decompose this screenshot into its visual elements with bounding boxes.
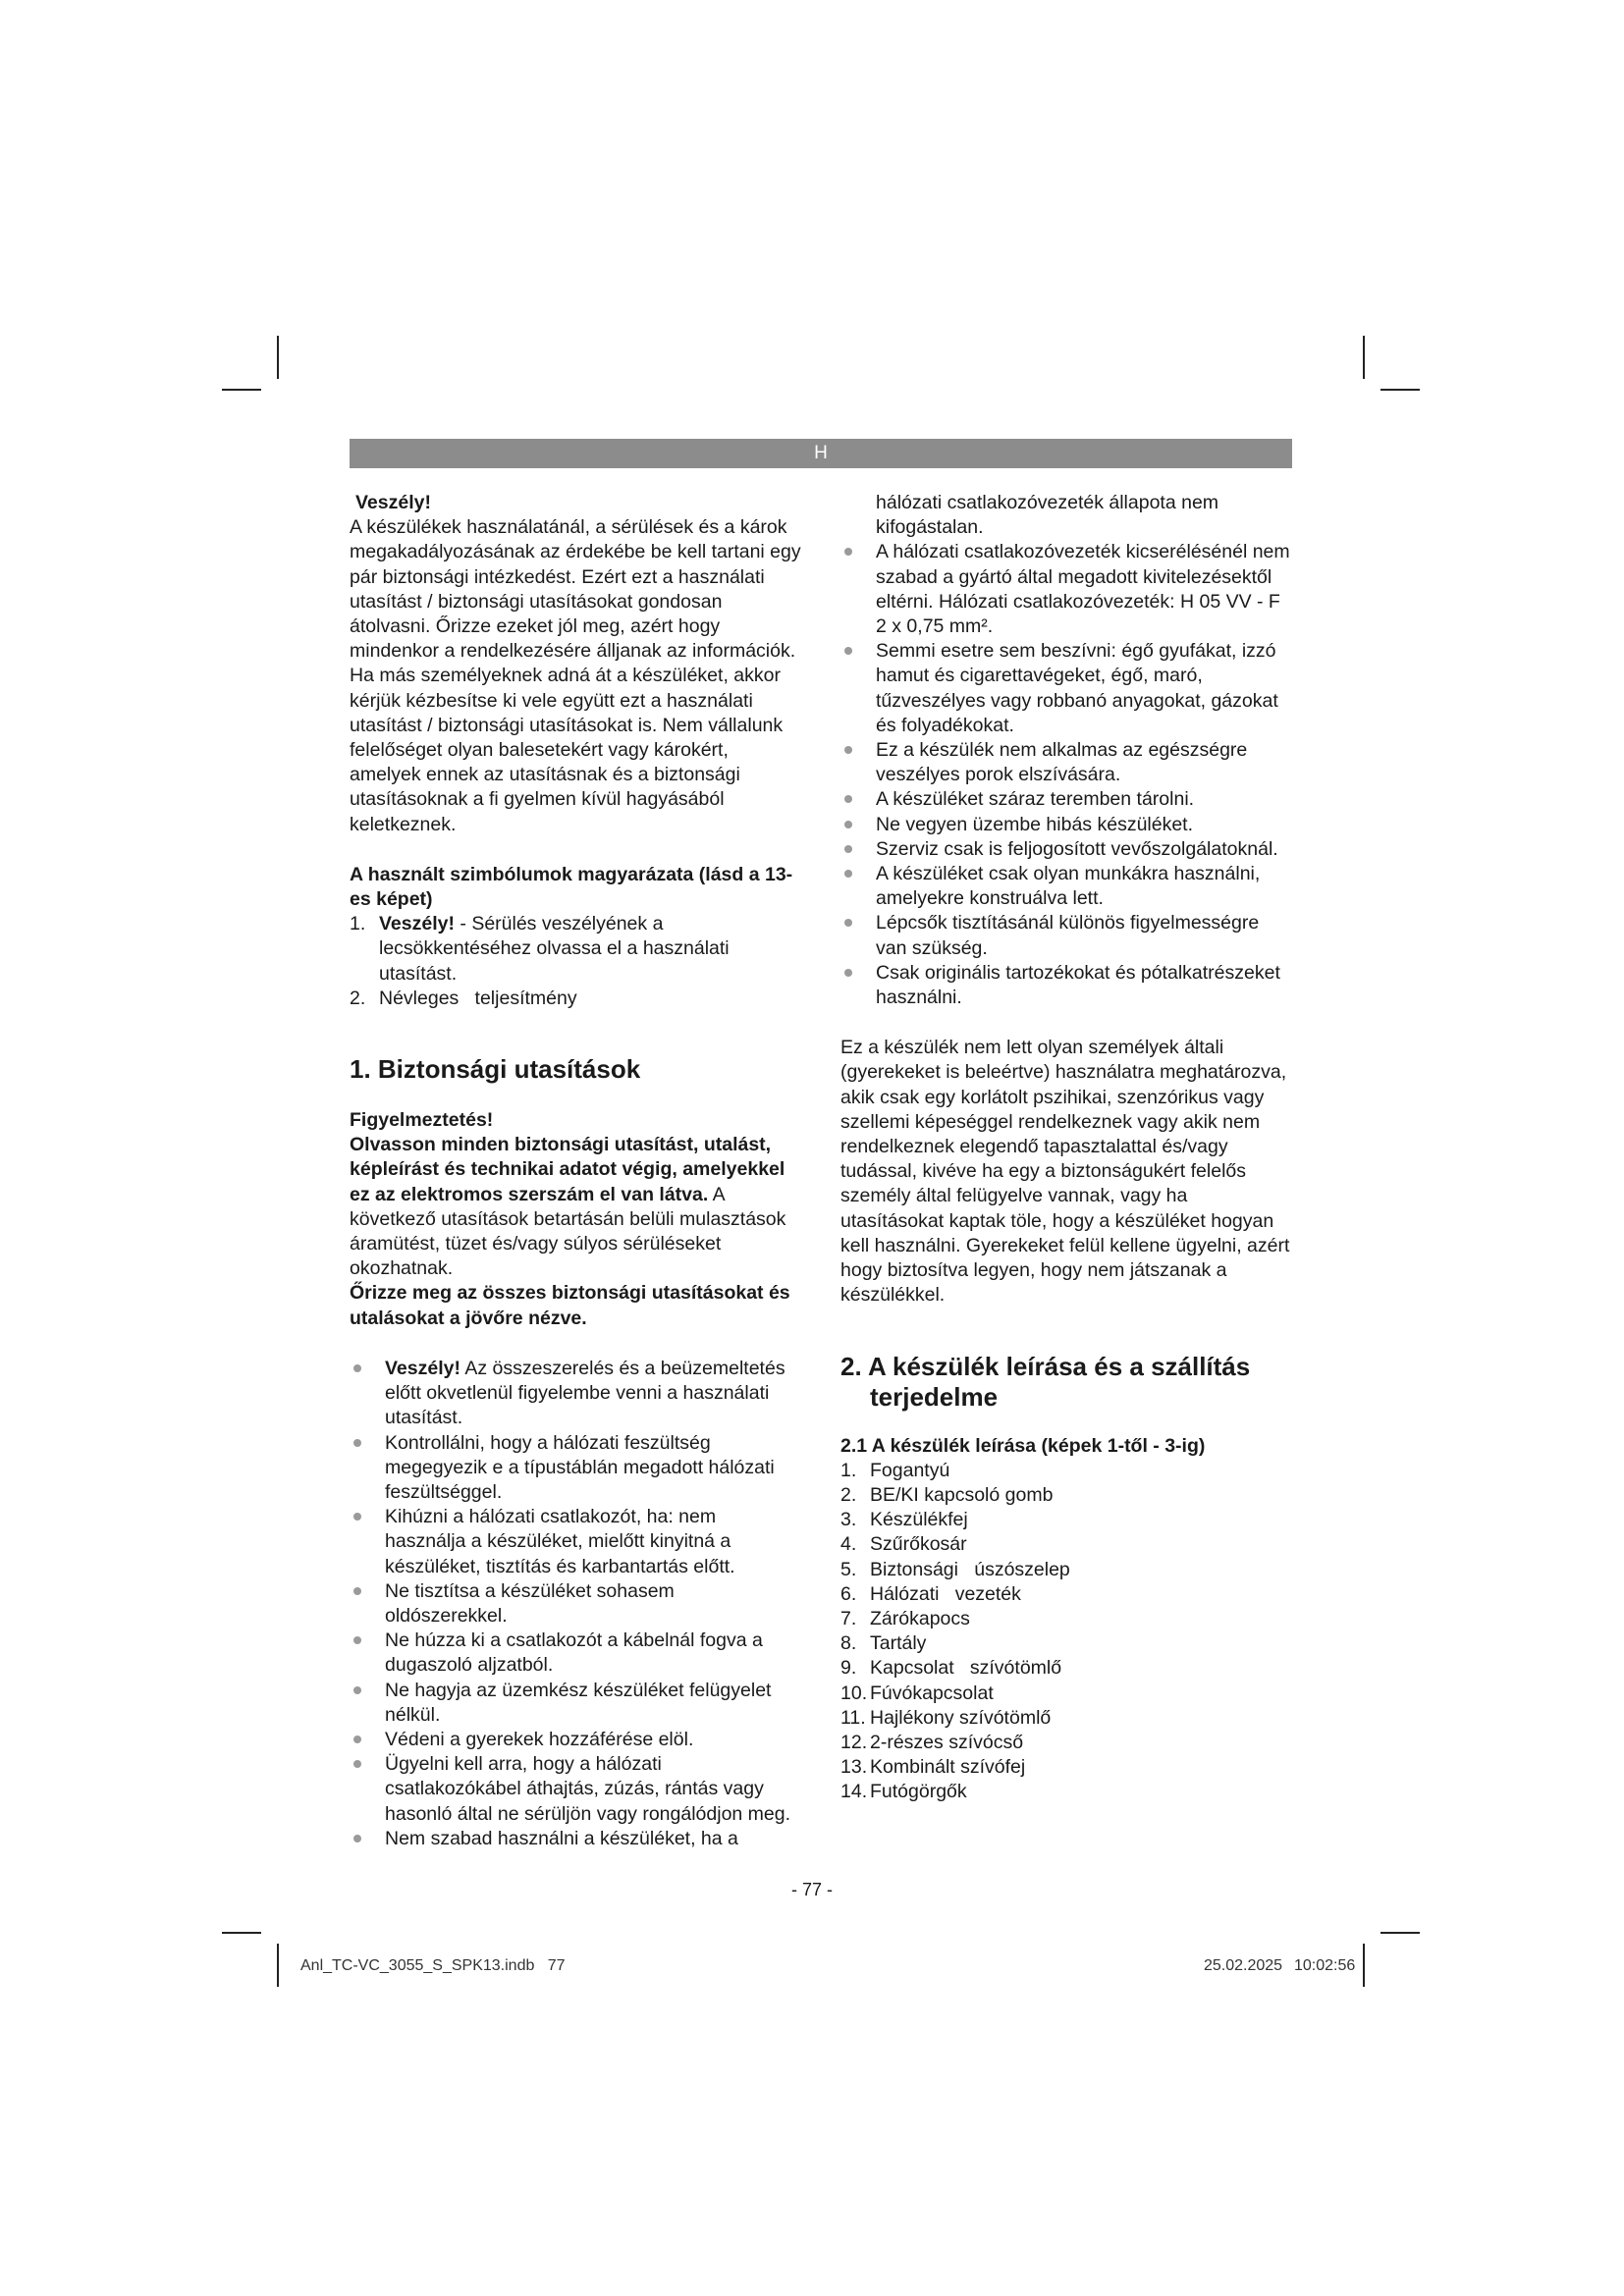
- list-item: 8. Tartály: [840, 1632, 927, 1655]
- bullet-icon: [844, 746, 852, 754]
- parts-list: [840, 1459, 1292, 1805]
- bullet-icon: [353, 1686, 361, 1694]
- bullet-icon: [844, 821, 852, 828]
- crop-mark: [1363, 336, 1365, 379]
- list-item: 9. Kapcsolat szívótömlő: [840, 1657, 1062, 1680]
- list-item: 2. BE/KI kapcsoló gomb: [840, 1483, 1054, 1506]
- footer-file-name: Anl_TC-VC_3055_S_SPK13.indb 77: [300, 1957, 566, 1974]
- subsection-2-1-title: 2.1 A készülék leírása (képek 1-től - 3-ig): [840, 1434, 1206, 1457]
- list-item: A készüléket száraz teremben tárolni.: [840, 787, 1292, 812]
- list-item: Csak originális tartozékokat és pótalkatrészeket használni.: [840, 961, 1292, 1010]
- bullet-icon: [353, 1760, 361, 1768]
- list-item: 6. Hálózati vezeték: [840, 1582, 1021, 1605]
- warning-title: Veszély!: [355, 492, 431, 513]
- list-item: 11. Hajlékony szívótömlő: [840, 1706, 1052, 1729]
- crop-mark: [1363, 1944, 1365, 1987]
- list-item: 7. Zárókapocs: [840, 1607, 970, 1629]
- list-item: Szerviz csak is feljogosított vevőszolgálatoknál.: [840, 837, 1292, 862]
- warning-text: A készülékek használatánál, a sérülések és a károk megakadályozásának az érdekébe be kell tartani egy pár biztonsági intézkedést. Ezért ezt a használati utasítást / biztonsági utasításokat gondosan átolvasni. Őrizze ezeket jól meg, azért hogy mindenkor a rendelkezésére álljanak az információk. Ha más személyeknek adná át a készüléket, akkor kérjük kézbesítse ki vele együtt ezt a használati utasítást / biztonsági utasításokat is. Nem vállalunk felelőséget olyan balesetekért vagy károkért, amelyek ennek az utasításnak és a biztonsági utasításoknak a fi gyelmen kívül hagyásából keletkeznek.: [350, 516, 801, 835]
- footer-time: 10:02:56: [1294, 1957, 1356, 1974]
- bullet-icon: [844, 969, 852, 977]
- page-number: - 77 -: [790, 1880, 833, 1899]
- language-header-bar: H: [350, 439, 1292, 468]
- list-item: Ne vegyen üzembe hibás készüléket.: [840, 813, 1292, 837]
- bullet-icon: [353, 1364, 361, 1372]
- bullet-icon: [353, 1735, 361, 1743]
- bullet-icon: [844, 845, 852, 853]
- list-item: Ne húzza ki a csatlakozót a kábelnál fogva a dugaszoló aljzatból.: [350, 1629, 801, 1678]
- safety-bullet-list: [350, 1357, 801, 1851]
- bullet-icon: [844, 870, 852, 878]
- bullet-icon: [353, 1835, 361, 1842]
- bullet-icon: [844, 548, 852, 556]
- caution-keep: Őrizze meg az összes biztonsági utasításokat és utalásokat a jövőre nézve.: [350, 1282, 790, 1329]
- list-item: 4. Szűrőkosár: [840, 1533, 967, 1556]
- right-column: [840, 491, 1292, 1805]
- crop-mark: [222, 389, 261, 391]
- bullet-icon: [353, 1636, 361, 1644]
- section-1-title: 1. Biztonsági utasítások: [350, 1054, 641, 1085]
- list-item: A hálózati csatlakozóvezeték kicserélésénél nem szabad a gyártó által megadott kivitelezésektől eltérni. Hálózati csatlakozóvezeték: H 05 VV - F 2 x 0,75 mm².: [840, 540, 1292, 639]
- crop-mark: [1380, 389, 1420, 391]
- list-item: Kontrollálni, hogy a hálózati feszültség megegyezik e a típustáblán megadott hálózati feszültséggel.: [350, 1431, 801, 1506]
- bullet-icon: [353, 1513, 361, 1521]
- list-item: Ügyelni kell arra, hogy a hálózati csatlakozókábel áthajtás, zúzás, rántás vagy hasonló által ne sérüljön vagy rongálódjon meg.: [350, 1752, 801, 1827]
- bullet-icon: [353, 1587, 361, 1595]
- list-item: Veszély! Az összeszerelés és a beüzemeltetés előtt okvetlenül figyelembe venni a használati utasítást.: [350, 1357, 801, 1431]
- crop-mark: [277, 1944, 279, 1987]
- list-item: Ne hagyja az üzemkész készüléket felügyelet nélkül.: [350, 1679, 801, 1728]
- list-item: Védeni a gyerekek hozzáférése elöl.: [350, 1728, 801, 1752]
- list-item: Ne tisztítsa a készüléket sohasem oldószerekkel.: [350, 1579, 801, 1629]
- bullet-icon: [844, 795, 852, 803]
- caution-text: Olvasson minden biztonsági utasítást, utalást, képleírást és technikai adatot végig, amelyekkel ez az elektromos szerszám el van látva. A következő utasítások betartásán belüli mulasztások áramütést, tüzet és/vagy súlyos sérüléseket okozhatnak.: [350, 1134, 786, 1280]
- list-item: 14. Futógörgők: [840, 1781, 967, 1803]
- crop-mark: [277, 336, 279, 379]
- bullet-icon: [844, 647, 852, 655]
- list-item: 10. Fúvókapcsolat: [840, 1682, 994, 1704]
- list-item: A készüléket csak olyan munkákra használni, amelyekre konstruálva lett.: [840, 862, 1292, 911]
- list-item: 3. Készülékfej: [840, 1509, 968, 1531]
- list-item: Semmi esetre sem beszívni: égő gyufákat, izzó hamut és cigarettavégeket, égő, maró, tűzveszélyes vagy robbanó anyagokat, gázokat és folyadékokat.: [840, 639, 1292, 738]
- safety-bullet-list-continued: [840, 540, 1292, 1010]
- symbols-title: A használt szimbólumok magyarázata (lásd a 13-es képet): [350, 863, 793, 911]
- list-item: 13. Kombinált szívófej: [840, 1756, 1026, 1779]
- caution-title: Figyelmeztetés!: [350, 1109, 494, 1132]
- list-item: Nem szabad használni a készüléket, ha a: [350, 1827, 801, 1851]
- left-column: [350, 491, 801, 1851]
- list-item: 1. Fogantyú: [840, 1459, 950, 1481]
- usage-restriction-paragraph: Ez a készülék nem lett olyan személyek általi (gyerekeket is beleértve) használatra meghatározva, akik csak egy korlátolt pszihikai, szenzórikus vagy szellemi képeséggel rendelkeznek vagy akik nem rendelkeznek elegendő tapasztalattal és/vagy tudással, kivéve ha egy a biztonságukért felelős személy által felügyelve vannak, vagy ha utasításokat kaptak töle, hogy a készüléket hogyan kell használni. Gyerekeket felül kellene ügyelni, azért hogy biztosítva legyen, hogy nem játszanak a készülékkel.: [840, 1037, 1290, 1307]
- crop-mark: [1380, 1932, 1420, 1934]
- list-item: 1. Veszély! - Sérülés veszélyének a lecsökkentéséhez olvassa el a használati utasítást.: [350, 913, 730, 985]
- list-item: 12. 2-részes szívócső: [840, 1731, 1024, 1753]
- bullet-continuation: hálózati csatlakozóvezeték állapota nem kifogástalan.: [876, 492, 1219, 539]
- bullet-icon: [844, 919, 852, 927]
- symbols-list: [350, 912, 801, 1011]
- crop-mark: [222, 1932, 261, 1934]
- list-item: 2. Névleges teljesítmény: [350, 987, 577, 1009]
- list-item: Kihúzni a hálózati csatlakozót, ha: nem használja a készüléket, mielőtt kinyitná a készüléket, tisztítás és karbantartás előtt.: [350, 1505, 801, 1579]
- section-2-title: 2. A készülék leírása és a szállítás terjedelme: [840, 1351, 1251, 1412]
- list-item: Ez a készülék nem alkalmas az egészségre veszélyes porok elszívására.: [840, 738, 1292, 787]
- bullet-icon: [353, 1439, 361, 1447]
- list-item: Lépcsők tisztításánál különös figyelmességre van szükség.: [840, 911, 1292, 960]
- list-item: 5. Biztonsági úszószelep: [840, 1558, 1070, 1580]
- footer-date: 25.02.2025: [1204, 1957, 1283, 1974]
